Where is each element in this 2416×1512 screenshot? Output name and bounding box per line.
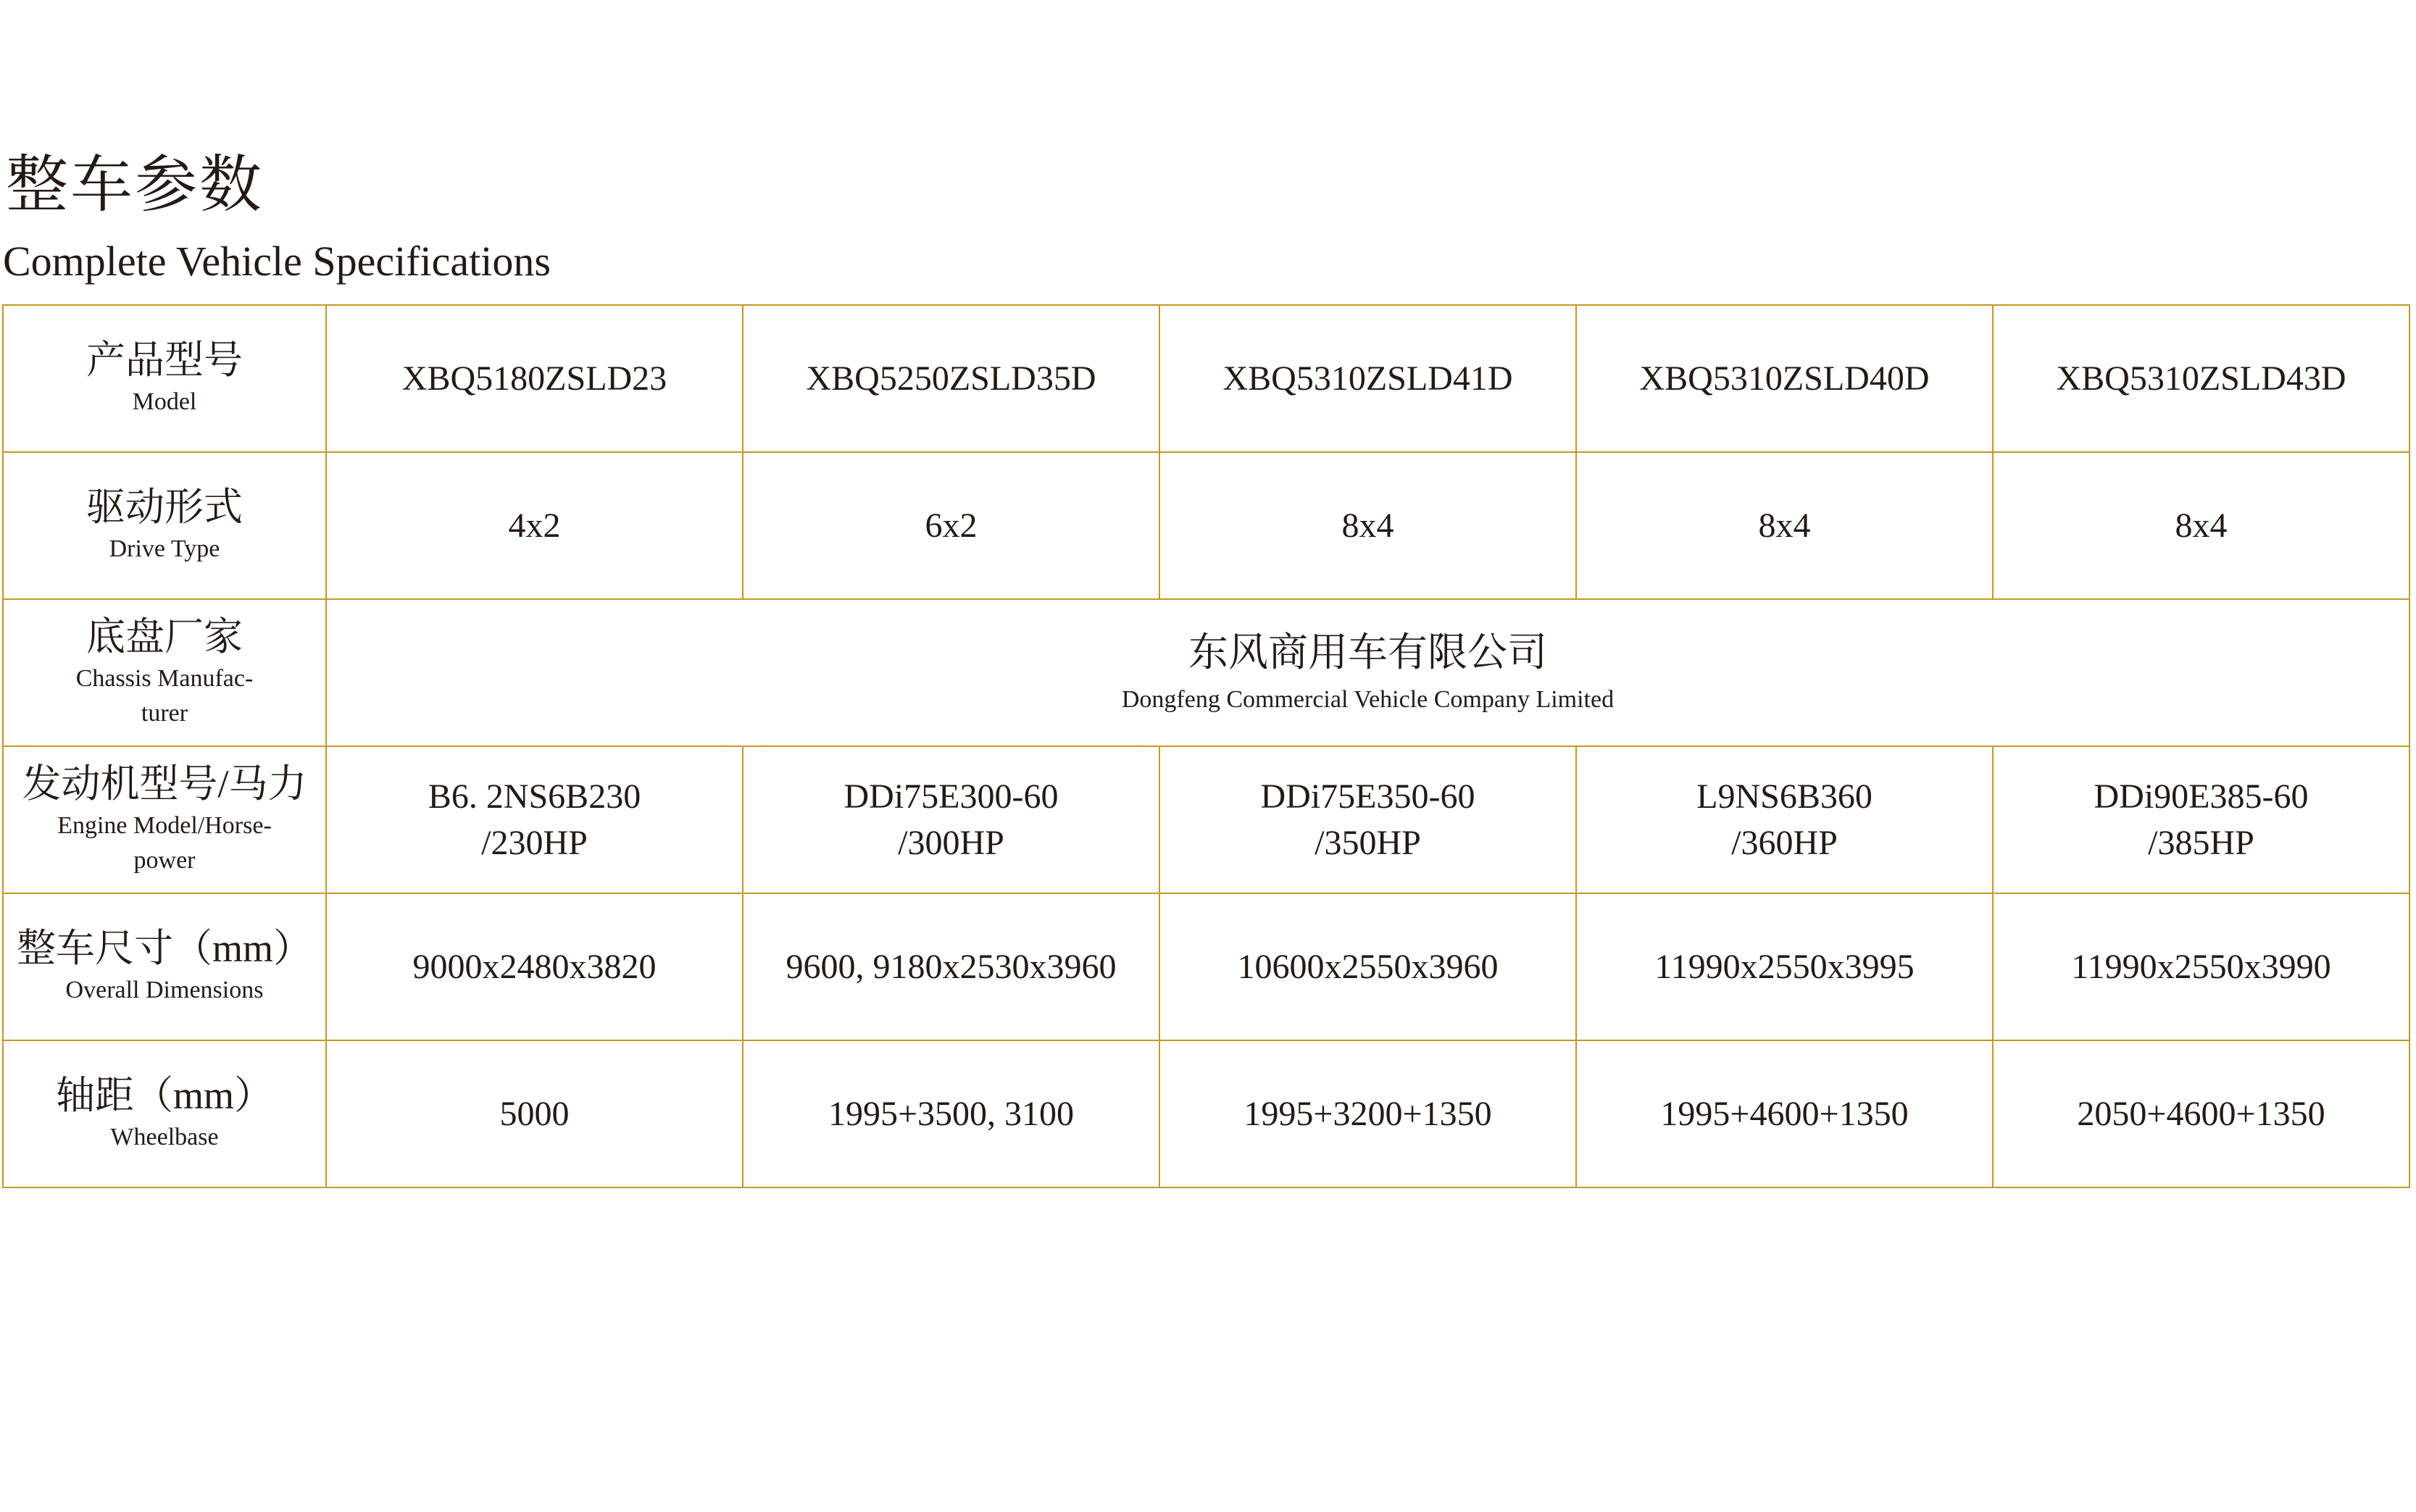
row-overall-dimensions [3, 893, 2409, 1040]
wheelbase-value: 1995+3200+1350 [1159, 1040, 1576, 1187]
model-value: XBQ5180ZSLD23 [326, 305, 743, 452]
engine-value: DDi75E350-60 /350HP [1159, 746, 1576, 893]
row-label-zh: 产品型号 [86, 338, 243, 383]
spec-table [2, 304, 2410, 1188]
row-label-en: Overall Dimensions [65, 977, 264, 1004]
model-value: XBQ5310ZSLD40D [1576, 305, 1993, 452]
row-label-zh: 底盘厂家 [86, 615, 243, 659]
row-label-zh: 轴距（mm） [55, 1074, 273, 1118]
row-label-drive-type [3, 452, 326, 599]
overall-dimensions-value: 11990x2550x3995 [1576, 893, 1993, 1040]
engine-value: DDi75E300-60 /300HP [743, 746, 1159, 893]
wheelbase-value: 1995+3500, 3100 [743, 1040, 1159, 1187]
row-label-chassis-manufacturer [3, 599, 326, 746]
row-label-zh: 驱动形式 [86, 485, 243, 530]
model-value: XBQ5310ZSLD43D [1993, 305, 2409, 452]
row-label-engine [3, 746, 326, 893]
row-engine [3, 746, 2409, 893]
wheelbase-value: 1995+4600+1350 [1576, 1040, 1993, 1187]
row-label-wheelbase [3, 1040, 326, 1187]
drive-type-value: 4x2 [326, 452, 743, 599]
overall-dimensions-value: 9000x2480x3820 [326, 893, 743, 1040]
drive-type-value: 6x2 [743, 452, 1159, 599]
row-label-en: Model [132, 388, 197, 416]
row-label-en: Wheelbase [110, 1124, 219, 1151]
page-subtitle: Complete Vehicle Specifications [3, 238, 551, 285]
row-label-zh: 发动机型号/马力 [22, 762, 307, 806]
overall-dimensions-value: 9600, 9180x2530x3960 [743, 893, 1159, 1040]
model-value: XBQ5250ZSLD35D [743, 305, 1159, 452]
row-chassis-manufacturer [3, 599, 2409, 746]
overall-dimensions-value: 11990x2550x3990 [1993, 893, 2409, 1040]
engine-value: DDi90E385-60 /385HP [1993, 746, 2409, 893]
overall-dimensions-value: 10600x2550x3960 [1159, 893, 1576, 1040]
wheelbase-value: 5000 [326, 1040, 743, 1187]
drive-type-value: 8x4 [1159, 452, 1576, 599]
row-wheelbase [3, 1040, 2409, 1187]
model-value: XBQ5310ZSLD41D [1159, 305, 1576, 452]
row-model [3, 305, 2409, 452]
drive-type-value: 8x4 [1993, 452, 2409, 599]
row-label-model [3, 305, 326, 452]
row-label-zh: 整车尺寸（mm） [16, 927, 312, 971]
row-label-en: Engine Model/Horse- power [57, 812, 272, 874]
engine-value: B6. 2NS6B230 /230HP [326, 746, 743, 893]
page-title: 整车参数 [6, 150, 264, 220]
row-drive-type [3, 452, 2409, 599]
engine-value: L9NS6B360 /360HP [1576, 746, 1993, 893]
chassis-manufacturer-merged-cell [326, 599, 2409, 746]
row-label-en: Drive Type [109, 535, 220, 563]
chassis-manufacturer-zh: 东风商用车有限公司 [1188, 630, 1547, 674]
drive-type-value: 8x4 [1576, 452, 1993, 599]
chassis-manufacturer-en: Dongfeng Commercial Vehicle Company Limited [1121, 685, 1615, 713]
wheelbase-value: 2050+4600+1350 [1993, 1040, 2409, 1187]
row-label-en: Chassis Manufac- turer [75, 665, 254, 727]
row-label-overall-dimensions [3, 893, 326, 1040]
